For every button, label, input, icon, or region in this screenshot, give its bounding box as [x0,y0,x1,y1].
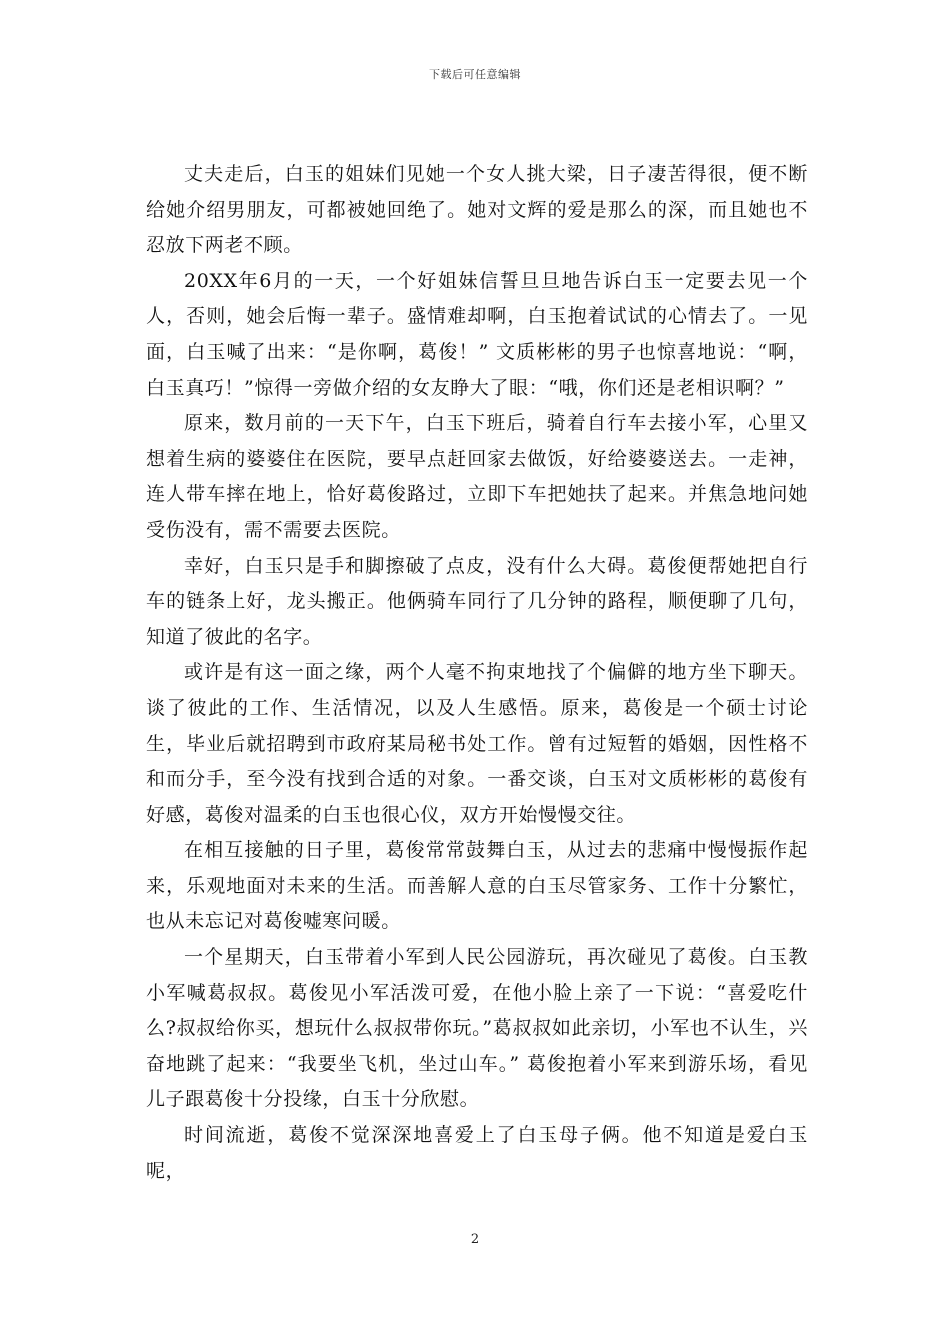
page-header: 下载后可任意编辑 [429,68,521,81]
body-text [146,157,808,1189]
page-number: 2 [470,1232,480,1247]
paragraph: 或许是有这一面之缘，两个人毫不拘束地找了个偏僻的地方坐下聊天。谈了彼此的工作、生活情况，以及人生感悟。原来，葛俊是一个硕士讨论生，毕业后就招聘到市政府某局秘书处工作。曾有过短暂的婚姻，因性格不和而分手，至今没有找到合适的对象。一番交谈，白玉对文质彬彬的葛俊有好感，葛俊对温柔的白玉也很心仪，双方开始慢慢交往。 [146,661,808,826]
paragraph: 幸好，白玉只是手和脚擦破了点皮，没有什么大碍。葛俊便帮她把自行车的链条上好，龙头搬正。他俩骑车同行了几分钟的路程，顺便聊了几句，知道了彼此的名字。 [146,554,808,648]
paragraph: 20XX年6月的一天，一个好姐妹信誓旦旦地告诉白玉一定要去见一个人，否则，她会后悔一辈子。盛情难却啊，白玉抱着试试的心情去了。一见面，白玉喊了出来：“是你啊，葛俊！” 文质彬彬的男子也惊喜地说：“啊，白玉真巧！”惊得一旁做介绍的女友睁大了眼：“哦，你们还是老相识啊？” [146,269,808,399]
paragraph: 在相互接触的日子里，葛俊常常鼓舞白玉，从过去的悲痛中慢慢振作起来，乐观地面对未来的生活。而善解人意的白玉尽管家务、工作十分繁忙，也从未忘记对葛俊嘘寒问暖。 [146,839,808,933]
paragraph: 原来，数月前的一天下午，白玉下班后，骑着自行车去接小军，心里又想着生病的婆婆住在医院，要早点赶回家去做饭，好给婆婆送去。一走神，连人带车摔在地上，恰好葛俊路过，立即下车把她扶了起来。并焦急地问她受伤没有，需不需要去医院。 [146,412,808,541]
paragraph: 时间流逝，葛俊不觉深深地喜爱上了白玉母子俩。他不知道是爱白玉呢， [146,1124,808,1182]
paragraph: 一个星期天，白玉带着小军到人民公园游玩，再次碰见了葛俊。白玉教小军喊葛叔叔。葛俊见小军活泼可爱，在他小脸上亲了一下说：“喜爱吃什么?叔叔给你买，想玩什么叔叔带你玩。”葛叔叔如此亲切，小军也不认生，兴奋地跳了起来：“我要坐飞机，坐过山车。” 葛俊抱着小军来到游乐场，看见儿子跟葛俊十分投缘，白玉十分欣慰。 [146,946,808,1111]
paragraph: 丈夫走后，白玉的姐妹们见她一个女人挑大梁，日子凄苦得很，便不断给她介绍男朋友，可都被她回绝了。她对文辉的爱是那么的深，而且她也不忍放下两老不顾。 [146,163,808,257]
